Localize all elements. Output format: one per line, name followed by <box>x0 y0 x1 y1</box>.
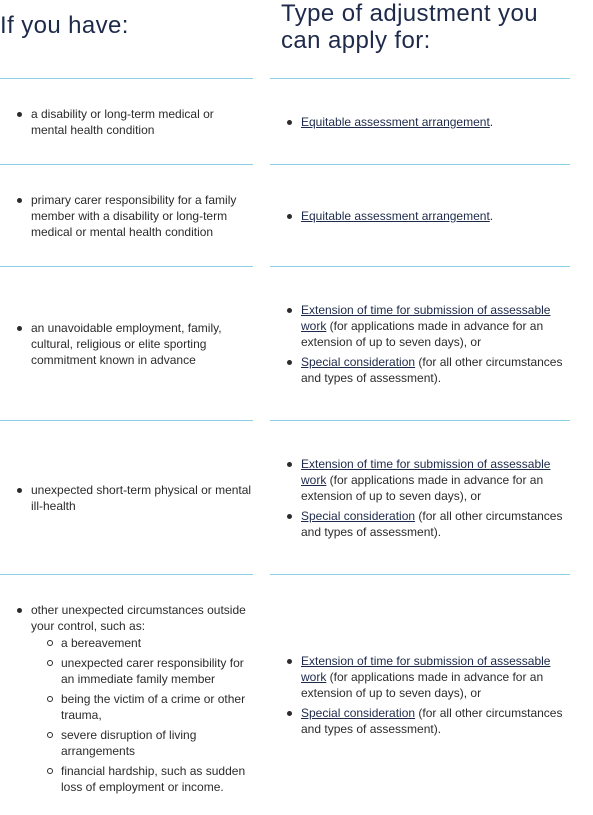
adjustment-item <box>301 302 570 350</box>
special-consideration-link[interactable]: Special consideration <box>301 354 416 369</box>
sub-item: a bereavement <box>61 635 253 651</box>
heading-if-you-have: If you have: <box>0 12 129 39</box>
divider <box>0 574 253 575</box>
adjustment-cell <box>270 575 570 815</box>
adjustment-suffix: (for all other circumstances and types of assessment). <box>301 706 563 736</box>
special-consideration-link[interactable]: Special consideration <box>301 706 416 720</box>
adjustment-suffix: . <box>489 208 494 223</box>
condition-item: unexpected short-term physical or mental ill-health <box>31 482 252 513</box>
sub-item: unexpected carer responsibility for an immediate family member <box>61 655 253 687</box>
equitable-assessment-link[interactable]: Equitable assessment arrangement <box>301 114 490 129</box>
equitable-assessment-link[interactable]: Equitable assessment arrangement <box>301 208 490 223</box>
adjustment-item <box>301 114 493 130</box>
condition-cell <box>0 165 253 266</box>
condition-item: an unavoidable employment, family, cultural, religious or elite sporting commitment known in advance <box>31 320 253 368</box>
sub-item: severe disruption of living arrangements <box>61 727 253 759</box>
condition-cell <box>0 602 253 815</box>
adjustment-suffix: (for all other circumstances and types of assessment). <box>301 354 563 385</box>
adjustment-item <box>301 508 570 540</box>
adjustment-item <box>301 705 570 737</box>
adjustment-cell <box>270 267 570 420</box>
sub-item: financial hardship, such as sudden loss of employment or income. <box>61 763 253 795</box>
condition-cell <box>0 267 253 420</box>
adjustment-suffix: (for all other circumstances and types of assessment). <box>301 508 563 539</box>
adjustment-cell <box>270 165 570 266</box>
condition-cell <box>0 79 253 164</box>
adjustment-cell <box>270 79 570 164</box>
condition-item: a disability or long-term medical or mental health condition <box>31 106 253 138</box>
adjustment-cell <box>270 421 570 574</box>
extension-of-time-link[interactable]: Extension of time for submission of assessable work <box>301 654 551 684</box>
extension-of-time-link[interactable]: Extension of time for submission of assessable work <box>301 302 551 333</box>
adjustment-item <box>301 208 493 224</box>
adjustment-item <box>301 653 570 701</box>
special-consideration-link[interactable]: Special consideration <box>301 508 416 523</box>
condition-cell <box>0 421 253 574</box>
adjustment-suffix: (for applications made in advance for an extension of up to seven days), or <box>301 670 544 700</box>
heading-adjustment-type: Type of adjustment you can apply for: <box>281 0 538 54</box>
adjustment-suffix: (for applications made in advance for an extension of up to seven days), or <box>301 472 544 503</box>
adjustment-item <box>301 456 570 504</box>
sub-item: being the victim of a crime or other trauma, <box>61 691 253 723</box>
adjustment-suffix: . <box>489 114 494 129</box>
adjustment-suffix: (for applications made in advance for an extension of up to seven days), or <box>301 318 544 349</box>
condition-item <box>31 602 253 795</box>
condition-text: other unexpected circumstances outside your control, such as: <box>31 603 246 633</box>
condition-item: primary carer responsibility for a family member with a disability or long-term medical or mental health condition <box>31 192 253 240</box>
extension-of-time-link[interactable]: Extension of time for submission of assessable work <box>301 456 551 487</box>
adjustment-item <box>301 354 570 386</box>
